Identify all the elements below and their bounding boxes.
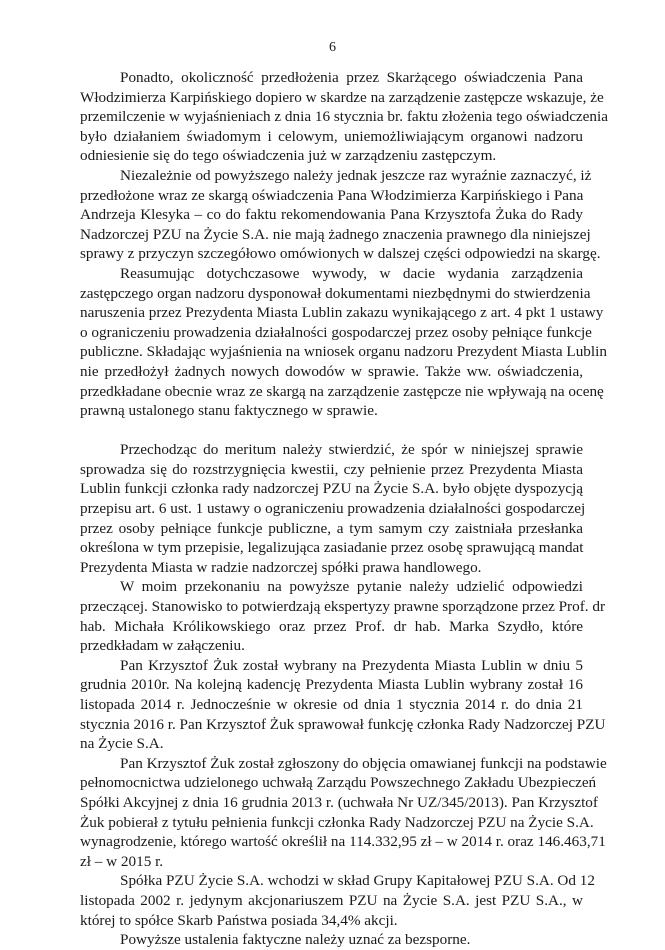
- text-line: Włodzimierza Karpińskiego dopiero w skardze na zarządzenie zastępcze wskazuje, że: [80, 88, 604, 106]
- text-line: Pan Krzysztof Żuk został zgłoszony do objęcia omawianej funkcji na podstawie: [120, 754, 607, 772]
- text-line: publiczne. Składając wyjaśnienia na wniosek organu nadzoru Prezydent Miasta Lublin: [80, 343, 607, 361]
- text-line: Andrzeja Klesyka – co do faktu rekomendowania Pana Krzysztofa Żuka do Rady: [80, 206, 583, 224]
- text-line: Spółki Akcyjnej z dnia 16 grudnia 2013 r. (uchwała Nr UZ/345/2013). Pan Krzysztof: [80, 793, 598, 811]
- text-line: przedkładane obecnie wraz ze skargą na zarządzenie zastępcze nie wpływają na ocenę: [80, 382, 604, 400]
- text-line: Żuk pobierał z tytułu pełnienia funkcji członka Rady Nadzorczej PZU na Życie S.A.: [80, 813, 594, 831]
- text-line: nie przedłożył żadnych nowych dowodów w sprawie. Także ww. oświadczenia,: [80, 362, 583, 380]
- text-line: grudnia 2010r. Na kolejną kadencję Prezydenta Miasta Lublin wybrany został 16: [80, 676, 583, 694]
- page-number: 6: [329, 40, 336, 55]
- text-line: pełnomocnictwa udzielonego uchwałą Zarządu Powszechnego Zakładu Ubezpieczeń: [80, 774, 597, 792]
- text-line: stycznia 2016 r. Pan Krzysztof Żuk sprawował funkcję członka Rady Nadzorczej PZU: [80, 715, 606, 733]
- text-line: Niezależnie od powyższego należy jednak jeszcze raz wyraźnie zaznaczyć, iż: [120, 166, 592, 184]
- paragraph: [80, 930, 583, 950]
- text-line: Spółka PZU Życie S.A. wchodzi w skład Grupy Kapitałowej PZU S.A. Od 12: [120, 872, 595, 890]
- paragraph: [80, 871, 595, 930]
- text-line: listopada 2002 r. jedynym akcjonariuszem PZU na Życie S.A. jest PZU S.A., w: [80, 891, 583, 909]
- text-line: odniesienie się do tego oświadczenia już w zarządzeniu zastępczym.: [80, 147, 497, 165]
- text-line: przeczącej. Stanowisko to potwierdzają ekspertyzy prawne sporządzone przez Prof. dr: [80, 598, 606, 616]
- text-line: Ponadto, okoliczność przedłożenia przez Skarżącego oświadczenia Pana: [120, 69, 583, 86]
- paragraph: [80, 577, 606, 655]
- text-line: listopada 2014 r. Jednocześnie w okresie od dnia 1 stycznia 2014 r. do dnia 21: [80, 696, 583, 713]
- text-line: na Życie S.A.: [80, 735, 164, 753]
- text-line: Pan Krzysztof Żuk został wybrany na Prezydenta Miasta Lublin w dniu 5: [120, 656, 583, 674]
- text-line: przemilczenie w wyjaśnieniach z dnia 16 stycznia br. faktu złożenia tego oświadczenia: [80, 108, 608, 126]
- text-line: wynagrodzenie, którego wartość określił na 114.332,95 zł – w 2014 r. oraz 146.463,71: [80, 833, 606, 851]
- text-line: naruszenia przez Prezydenta Miasta Lublin zakazu wynikającego z art. 4 pkt 1 ustawy: [80, 304, 604, 322]
- text-line: Prezydenta Miasta w radzie nadzorczej spółki prawa handlowego.: [80, 558, 482, 576]
- text-line: Powyższe ustalenia faktyczne należy uznać za bezsporne.: [120, 931, 471, 949]
- text-line: zastępczego organ nadzoru dysponował dokumentami niezbędnymi do stwierdzenia: [80, 284, 591, 302]
- section-gap: [80, 421, 583, 441]
- text-line: określona w tym przepisie, legalizująca zasiadanie przez osobę sprawującą mandat: [80, 539, 584, 557]
- text-line: przedłożone wraz ze skargą oświadczenia Pana Włodzimierza Karpińskiego i Pana: [80, 186, 584, 204]
- paragraph: [80, 264, 607, 421]
- document-body: [80, 68, 608, 950]
- paragraph: [80, 754, 607, 872]
- text-line: Przechodząc do meritum należy stwierdzić, że spór w niniejszej sprawie: [120, 441, 583, 459]
- paragraph: [80, 656, 606, 754]
- text-line: zł – w 2015 r.: [80, 852, 164, 870]
- text-line: prawną ustalonego stanu faktycznego w sprawie.: [80, 402, 378, 420]
- text-line: Lublin funkcji członka rady nadzorczej PZU na Życie S.A. było objęte dyspozycją: [80, 480, 583, 498]
- text-line: było działaniem świadomym i celowym, uniemożliwiającym organowi nadzoru: [80, 127, 583, 145]
- paragraph: [80, 166, 601, 264]
- text-line: przedkładam w załączeniu.: [80, 637, 245, 655]
- text-line: której to spółce Skarb Państwa posiada 34,4% akcji.: [80, 911, 398, 929]
- text-line: W moim przekonaniu na powyższe pytanie należy udzielić odpowiedzi: [120, 578, 583, 596]
- text-line: o ograniczeniu prowadzenia działalności gospodarczej przez osoby pełniące funkcje: [80, 323, 592, 341]
- text-line: sprawy z przyczyn szczegółowo omówionych w dalszej części odpowiedzi na skargę.: [80, 245, 601, 263]
- text-line: sprowadza się do rozstrzygnięcia kwestii, czy pełnienie przez Prezydenta Miasta: [80, 460, 583, 478]
- paragraph: [80, 440, 586, 577]
- text-line: hab. Michała Królikowskiego oraz przez Prof. dr hab. Marka Szydło, które: [80, 617, 583, 635]
- paragraph: [80, 68, 608, 166]
- text-line: przepisu art. 6 ust. 1 ustawy o ograniczeniu prowadzenia działalności gospodarczej: [80, 500, 586, 518]
- text-line: Reasumując dotychczasowe wywody, w dacie wydania zarządzenia: [120, 264, 583, 282]
- text-line: przez osoby pełniące funkcje publiczne, a tym samym czy zaistniała przesłanka: [80, 519, 583, 537]
- text-line: Nadzorczej PZU na Życie S.A. nie mają żadnego znaczenia prawnego dla niniejszej: [80, 225, 591, 243]
